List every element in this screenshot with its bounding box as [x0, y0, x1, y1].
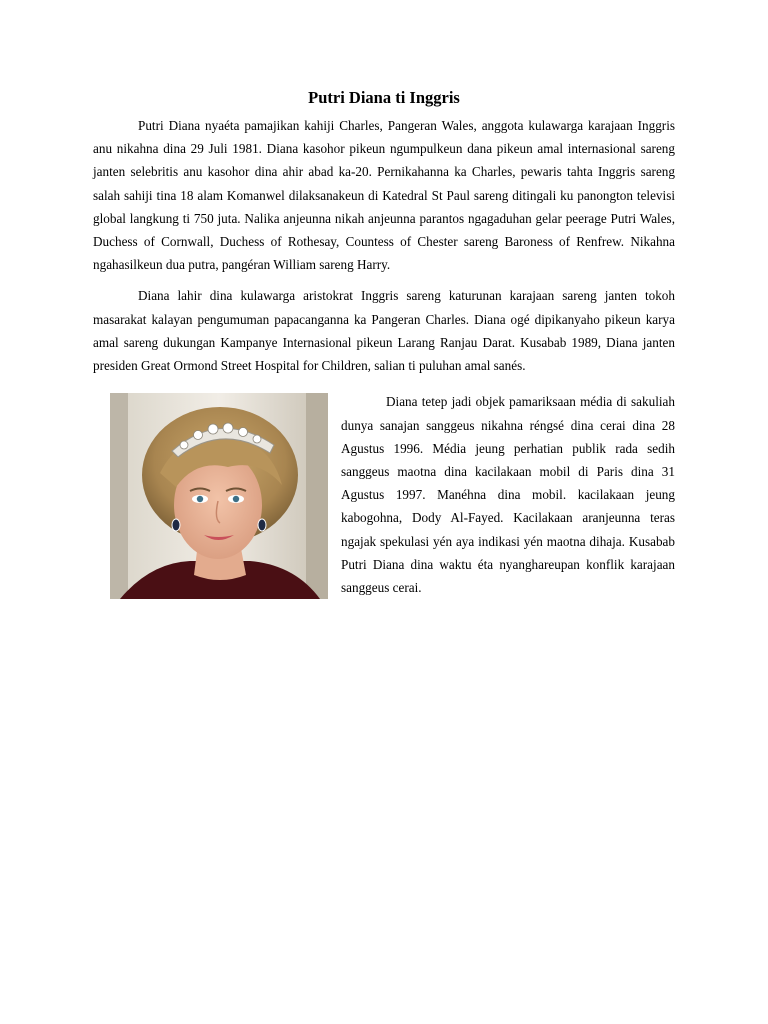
paragraph-2: Diana lahir dina kulawarga aristokrat Inggris sareng katurunan karajaan sareng janten tokoh masarakat kalayan pengumuman papacanganna ka Pangeran Charles. Diana ogé dipikanyaho pikeun karya amal sareng dukungan Kampanye Internasional pikeun Larang Ranjau Darat. Kusabab 1989, Diana janten presiden Great Ormond Street Hospital for Children, salian ti puluhan amal sanés. [93, 288, 675, 374]
figure-row [93, 390, 675, 599]
document-title: Putri Diana ti Inggris [308, 88, 460, 107]
document-page [93, 86, 675, 612]
paragraph-1: Putri Diana nyaéta pamajikan kahiji Charles, Pangeran Wales, anggota kulawarga karajaan Inggris anu nikahna dina 29 Juli 1981. Diana kasohor pikeun ngumpulkeun dana pikeun amal internasional sareng janten selebritis anu kasohor dina ahir abad ka-20. Pernikahanna ka Charles, pewaris tahta Inggris sareng salah sahiji tina 18 alam Komanwel dilaksanakeun di Katedral St Paul sareng ditingali ku panongton televisi global langkung ti 750 juta. Nalika anjeunna nikah anjeunna parantos ngagaduhan gelar peerage Putri Wales, Duchess of Cornwall, Duchess of Rothesay, Countess of Chester sareng Baroness of Renfrew. Nikahna ngahasilkeun dua putra, pangéran William sareng Harry. [93, 118, 675, 273]
paragraph-3: Diana tetep jadi objek pamariksaan média di sakuliah dunya sanajan sanggeus nikahna réngsé dina cerai dina 28 Agustus 1996. Média jeung perhatian publik rada sedih sanggeus maotna dina kacilakaan mobil di Paris dina 31 Agustus 1997. Manéhna dina mobil. kacilakaan jeung kabogohna, Dody Al-Fayed. Kacilakaan aranjeunna teras ngajak spekulasi yén aya indikasi yén maotna dihaja. Kusabab Putri Diana dina waktu éta nyanghareupan konflik karajaan sanggeus cerai. [341, 394, 675, 596]
portrait-photo [110, 393, 328, 599]
